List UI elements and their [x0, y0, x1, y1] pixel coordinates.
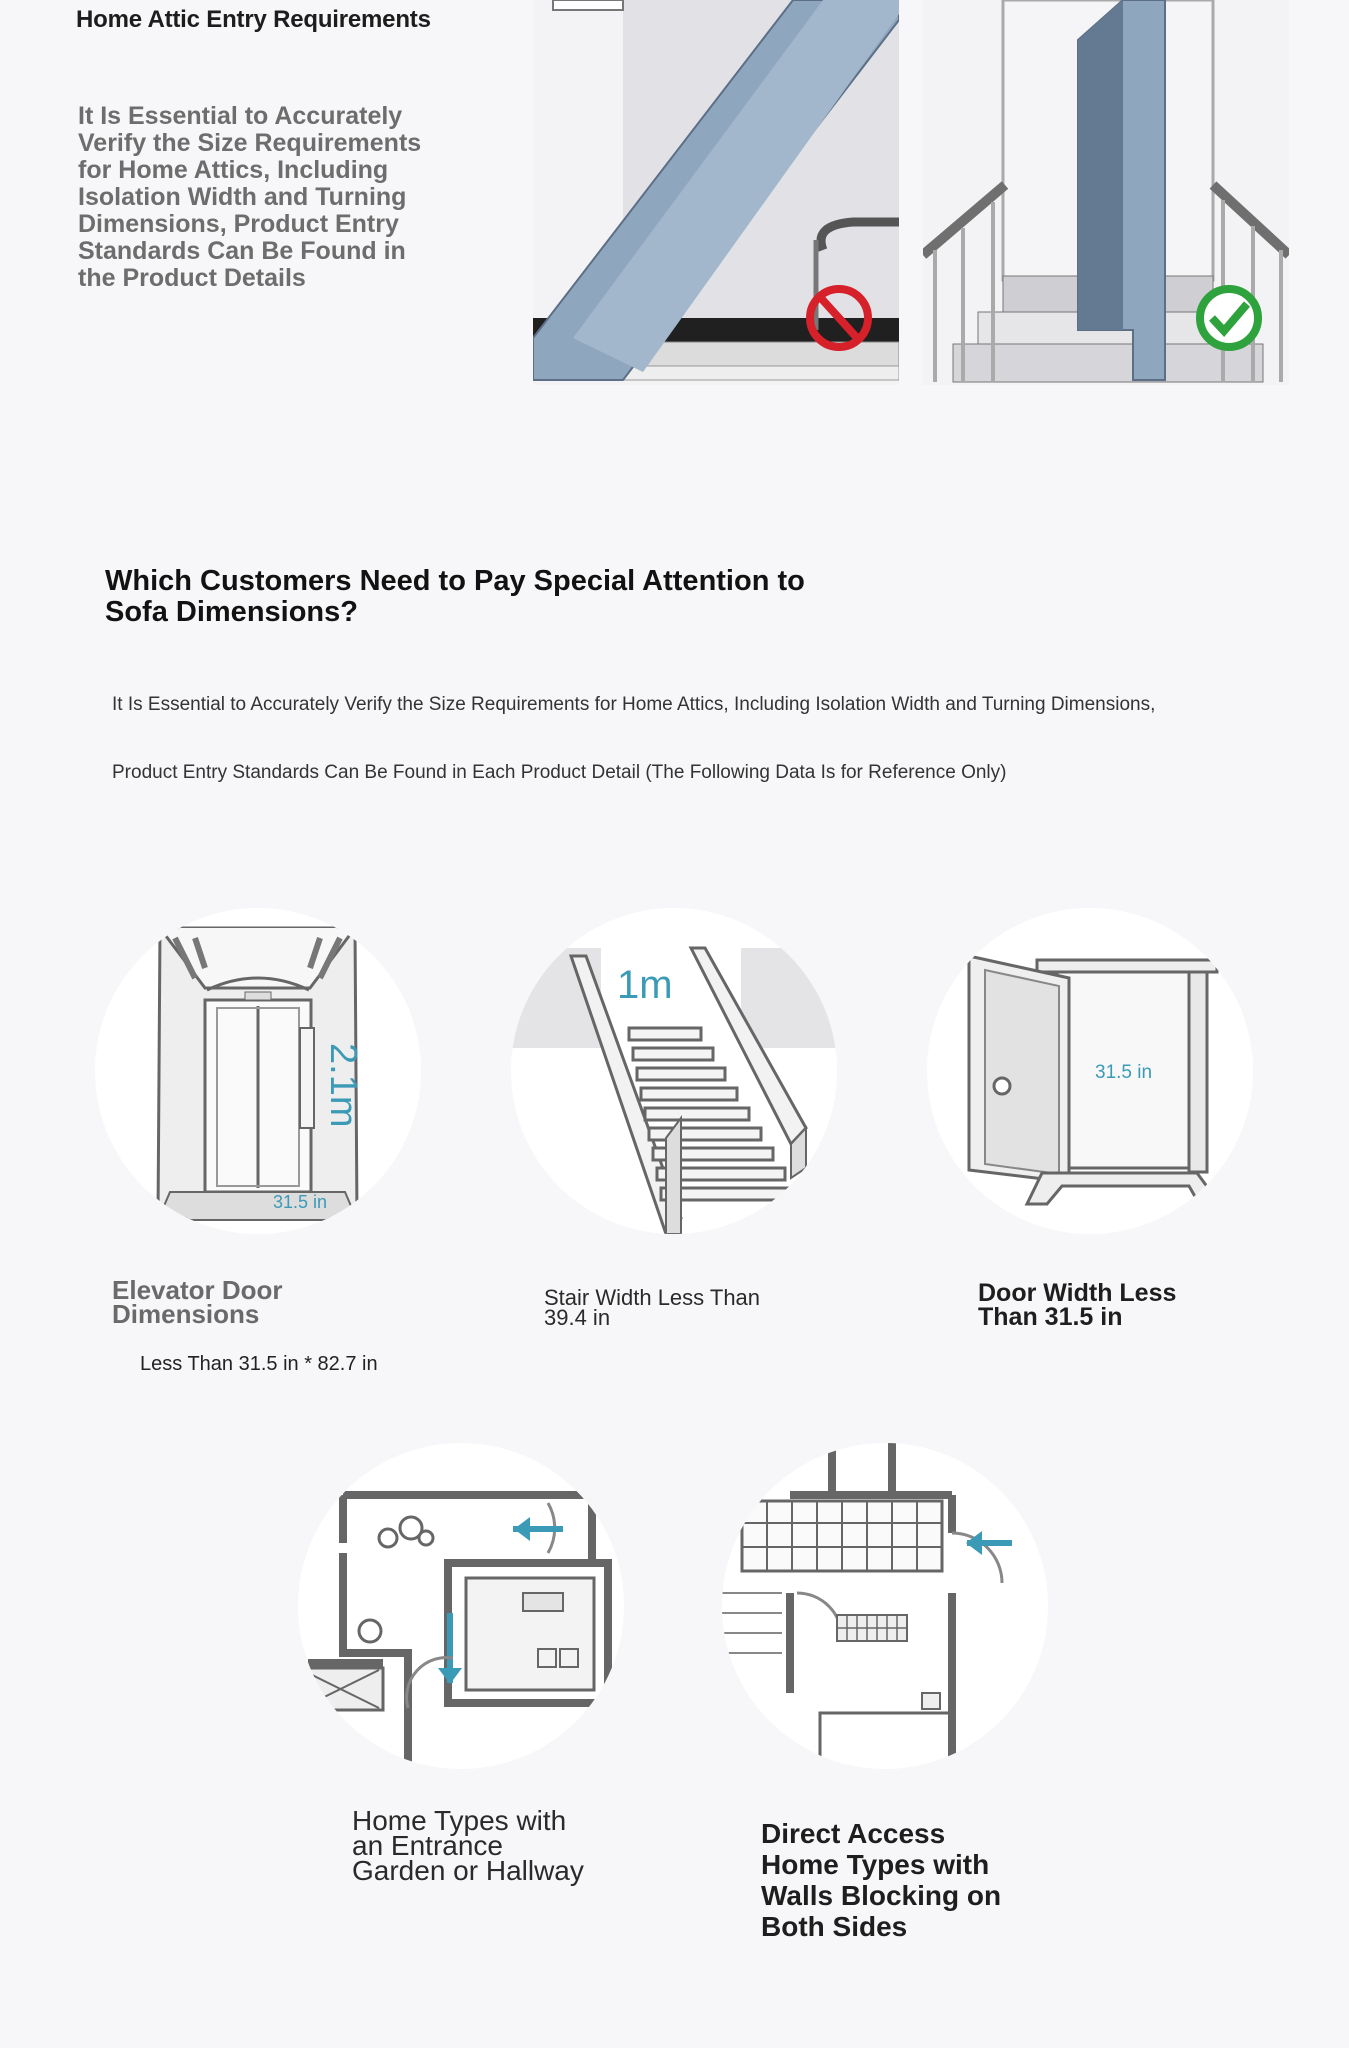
- attic-description: It Is Essential to Accurately Verify the Size Requirements for Home Attics, Including Isolation Width and Turning Dimensions, Product Entry Standards Can Be Found in the Product Details: [78, 102, 422, 292]
- door-width-label: 31.5 in: [1095, 1062, 1153, 1083]
- home-walls-floorplan: [722, 1443, 1048, 1769]
- no-entry-icon: [803, 282, 875, 354]
- stair-illustration: [511, 908, 837, 1234]
- door-illustration: [927, 908, 1253, 1234]
- attic-title: Home Attic Entry Requirements: [76, 6, 431, 33]
- stair-title: Stair Width Less Than 39.4 in: [544, 1285, 761, 1330]
- elevator-title: Elevator Door Dimensions: [112, 1275, 283, 1329]
- customers-heading: Which Customers Need to Pay Special Attention to Sofa Dimensions?: [105, 565, 805, 628]
- stair-width-label: 1m: [617, 963, 673, 1007]
- elevator-width-label: 31.5 in: [273, 1192, 328, 1212]
- check-icon: [1193, 282, 1265, 354]
- elevator-illustration: [95, 908, 421, 1234]
- home-garden-floorplan: [298, 1443, 624, 1769]
- home-garden-title: Home Types with an Entrance Garden or Hallway: [352, 1805, 584, 1886]
- door-title: Door Width Less Than 31.5 in: [978, 1279, 1177, 1331]
- customers-description-line1: It Is Essential to Accurately Verify the Size Requirements for Home Attics, Including Isolation Width and Turning Dimensions,: [112, 694, 1156, 715]
- elevator-subtitle: Less Than 31.5 in * 82.7 in: [140, 1353, 378, 1375]
- home-walls-title: Direct Access Home Types with Walls Blocking on Both Sides: [761, 1818, 1002, 1942]
- customers-description-line2: Product Entry Standards Can Be Found in Each Product Detail (The Following Data Is for Reference Only): [112, 762, 1007, 783]
- elevator-height-label: 2.1m: [322, 1043, 364, 1128]
